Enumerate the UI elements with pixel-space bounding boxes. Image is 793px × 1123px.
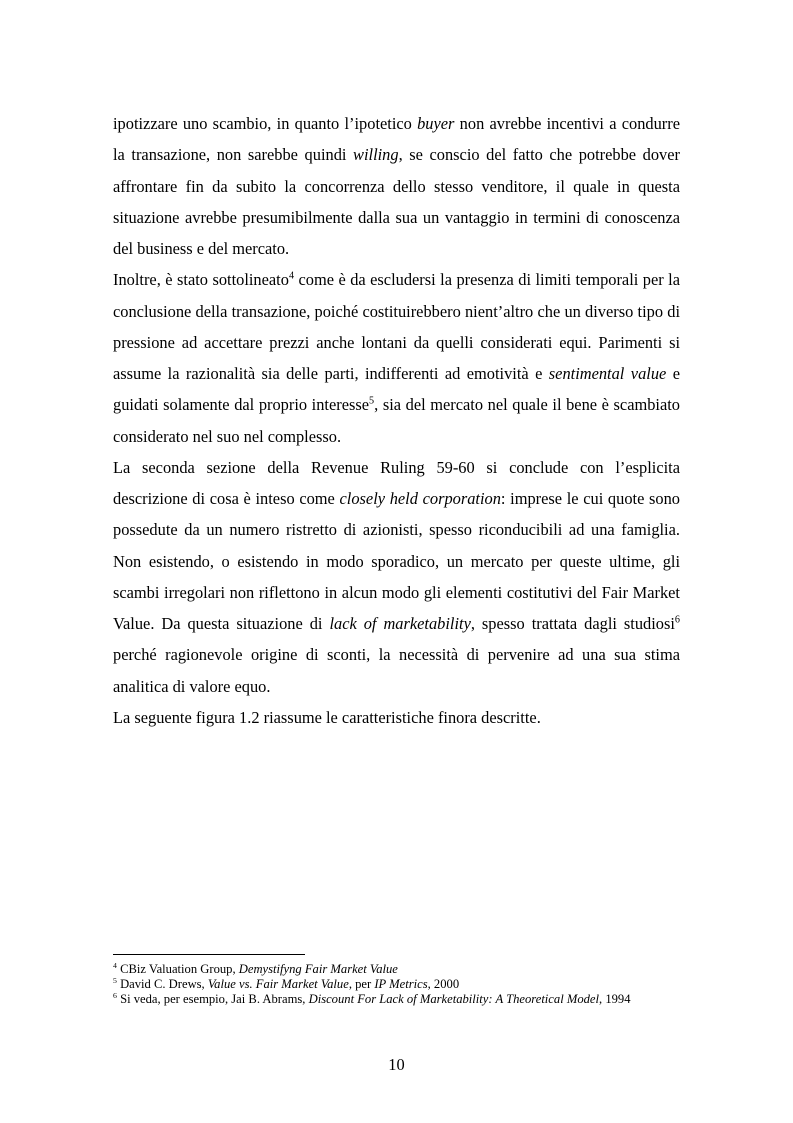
footnote-ref-5: 5 xyxy=(369,395,375,407)
term-buyer: buyer xyxy=(417,114,455,133)
footnote-ref-6: 6 xyxy=(674,614,680,626)
footnote-5: $^5$ David C. Drews, Value vs. Fair Market Value, per IP Metrics, 2000 xyxy=(113,975,460,991)
paragraph-2: Inoltre, è stato sottolineato$^4$ come è da escludersi la presenza di limiti temporali per la conclusione della transazione, poiché costituirebbero nient’altro che un diverso tipo di pressione ad accettare prezzi anche lontani da quelli considerati equi. Parimenti si assume la razionalità sia delle parti, indifferenti ad emotività e sentimental value e guidati solamente dal proprio interesse$^5$, sia del mercato nel quale il bene è scambiato considerato nel suo nel complesso. xyxy=(113,270,681,446)
term-lack-of-marketability: lack of marketability xyxy=(329,614,471,633)
term-closely-held-corporation: closely held corporation xyxy=(339,489,501,508)
paragraph-4: La seguente figura 1.2 riassume le caratteristiche finora descritte. xyxy=(113,707,541,727)
term-willing: willing xyxy=(353,145,399,165)
footnotes xyxy=(113,962,713,1007)
footnote-ref-4: 4 xyxy=(288,270,295,282)
footnote-4: $^4$ CBiz Valuation Group, Demystifyng Fair Market Value xyxy=(113,960,398,976)
page-number: 10 xyxy=(388,1055,405,1074)
footnote-separator xyxy=(113,954,305,955)
term-sentimental-value: sentimental value xyxy=(548,364,667,383)
footnote-6: $^6$ Si veda, per esempio, Jai B. Abrams, Discount For Lack of Marketability: A Theoretical Model, 1994 xyxy=(113,990,631,1006)
paragraph-3: La seconda sezione della Revenue Ruling 59-60 si conclude con l’esplicita descrizione di cosa è inteso come closely held corporation: imprese le cui quote sono possedute da un numero ristretto di azionisti, spesso riconducibili ad una famiglia. Non esistendo, o esistendo in modo sporadico, un mercato per queste ultime, gli scambi irregolari non riflettono in alcun modo gli elementi costitutivi del Fair Market Value. Da questa situazione di lack of marketability, spesso trattata dagli studiosi$^6$ perché ragionevole origine di sconti, la necessità di pervenire ad una sua stima analitica di valore equo. xyxy=(113,457,680,696)
paragraph-1: ipotizzare uno scambio, in quanto l’ipotetico buyer non avrebbe incentivi a condurre la transazione, non sarebbe quindi willing, se conscio del fatto che potrebbe dover affrontare fin da subito la concorrenza dello stesso venditore, il quale in questa situazione avrebbe presumibilmente dalla sua un vantaggio in termini di conoscenza del business e del mercato. xyxy=(113,114,680,258)
body-text xyxy=(113,108,680,733)
